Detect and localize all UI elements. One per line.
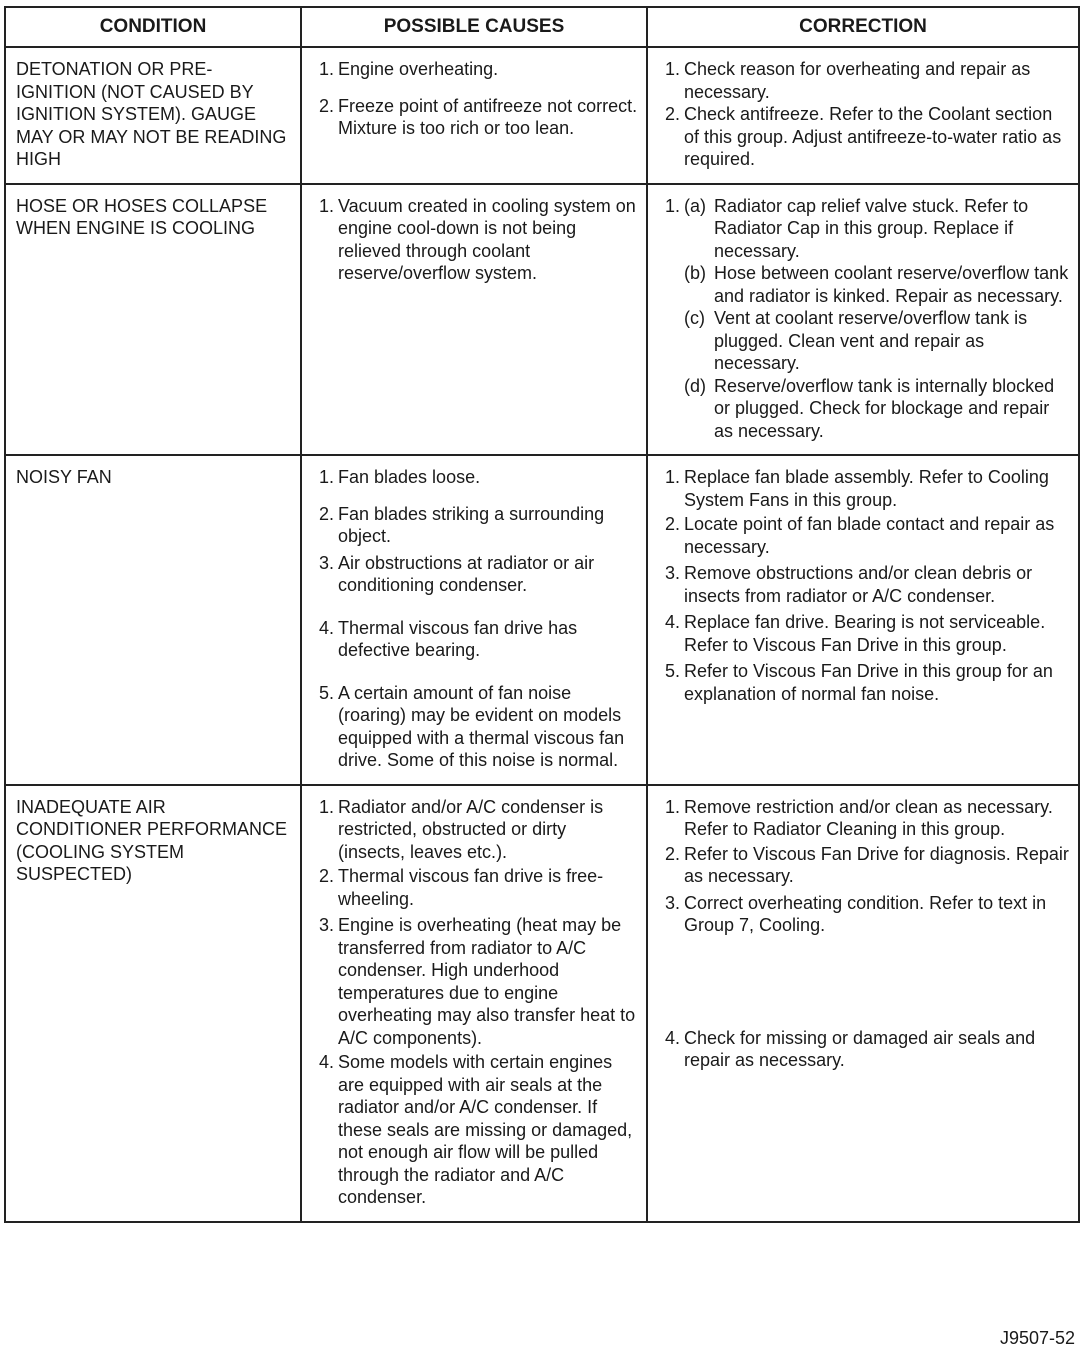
sub-item: [684, 195, 1070, 263]
item-text: [684, 195, 1070, 443]
condition-cell: NOISY FAN: [5, 455, 301, 785]
correction-cell: [647, 184, 1079, 456]
item-text: Thermal viscous fan drive has defective bearing.: [338, 617, 578, 660]
corrections-list: [658, 58, 1070, 171]
item-number: 3.: [664, 563, 680, 583]
sub-item-label: (a): [684, 195, 706, 216]
diagnosis-chart: [4, 6, 1078, 1223]
sub-item-label: (d): [684, 375, 706, 396]
sub-item: [684, 375, 1070, 443]
cause-item: [312, 552, 638, 597]
table-row: [5, 47, 1079, 184]
causes-list: [312, 466, 638, 772]
causes-list: [312, 58, 638, 140]
cause-item: [312, 617, 638, 662]
sub-item-label: (b): [684, 263, 706, 283]
item-text: Engine overheating.: [338, 59, 499, 79]
sub-item-text: Hose between coolant reserve/overflow tank and radiator is kinked. Repair as necessary.: [714, 263, 1069, 306]
correction-item: [658, 466, 1070, 511]
item-number: 2.: [664, 104, 680, 124]
item-number: 4.: [318, 617, 334, 638]
item-text: Air obstructions at radiator or air conditioning condenser.: [338, 552, 595, 595]
figure-code: J9507-52: [999, 1328, 1075, 1348]
table-row: [5, 184, 1079, 456]
header-correction: CORRECTION: [647, 7, 1079, 47]
item-text: Freeze point of antifreeze not correct. Mixture is too rich or too lean.: [338, 95, 638, 138]
item-text: Replace fan blade assembly. Refer to Cooling System Fans in this group.: [684, 467, 1049, 510]
item-number: 1.: [318, 195, 334, 216]
item-number: 3.: [318, 552, 334, 573]
corrections-list: [658, 195, 1070, 443]
item-text: Radiator and/or A/C condenser is restricted, obstructed or dirty (insects, leaves etc.).: [338, 796, 604, 862]
item-number: 5.: [664, 661, 680, 681]
sub-item-text: Vent at coolant reserve/overflow tank is plugged. Clean vent and repair as necessary.: [714, 308, 1028, 373]
correction-cell: [647, 47, 1079, 184]
correction-item: [658, 1027, 1070, 1072]
cause-item: [312, 914, 638, 1049]
correction-item: [658, 843, 1070, 888]
cause-item: [312, 195, 638, 285]
correction-item: [658, 103, 1070, 171]
item-number: 2.: [664, 514, 680, 534]
item-number: 3.: [318, 915, 334, 935]
correction-item: [658, 195, 1070, 443]
sub-item: [684, 307, 1070, 375]
item-text: Thermal viscous fan drive is free-wheeling.: [338, 866, 604, 909]
item-text: Engine is overheating (heat may be transferred from radiator to A/C condenser. High underhood temperatures due to engine overheating may also transfer heat to A/C components).: [338, 915, 636, 1048]
item-number: 4.: [664, 1027, 680, 1048]
item-number: 1.: [664, 467, 680, 487]
cause-item: [312, 865, 638, 910]
cause-item: [312, 58, 638, 81]
item-text: Correct overheating condition. Refer to text in Group 7, Cooling.: [684, 892, 1047, 935]
item-number: 3.: [664, 892, 680, 913]
item-text: Remove obstructions and/or clean debris or insects from radiator or A/C condenser.: [684, 563, 1033, 606]
sub-item-label: (c): [684, 308, 705, 328]
item-text: Remove restriction and/or clean as necessary. Refer to Radiator Cleaning in this group.: [684, 796, 1053, 839]
item-number: 1.: [664, 195, 680, 216]
item-text: Check for missing or damaged air seals and repair as necessary.: [684, 1027, 1036, 1070]
item-text: Check antifreeze. Refer to the Coolant section of this group. Adjust antifreeze-to-water ratio as required.: [684, 104, 1062, 169]
cause-item: [312, 1051, 638, 1209]
sub-item-list: [684, 195, 1070, 443]
sub-item: [684, 262, 1070, 307]
correction-item: [658, 58, 1070, 103]
correction-item: [658, 513, 1070, 558]
cause-item: [312, 466, 638, 489]
item-number: 2.: [318, 95, 334, 116]
sub-item-text: Reserve/overflow tank is internally blocked or plugged. Check for blockage and repair as necessary.: [714, 375, 1055, 441]
item-text: Locate point of fan blade contact and repair as necessary.: [684, 514, 1055, 557]
correction-cell: [647, 785, 1079, 1222]
item-text: Refer to Viscous Fan Drive for diagnosis. Repair as necessary.: [684, 843, 1069, 886]
item-number: 4.: [318, 1052, 334, 1072]
correction-item: [658, 892, 1070, 937]
item-text: A certain amount of fan noise (roaring) may be evident on models equipped with a thermal viscous fan drive. Some of this noise is normal.: [338, 682, 625, 770]
item-text: Replace fan drive. Bearing is not serviceable. Refer to Viscous Fan Drive in this group.: [684, 612, 1046, 655]
corrections-list: [658, 796, 1070, 1072]
header-row: [5, 7, 1079, 47]
item-text: Fan blades striking a surrounding object.: [338, 503, 605, 546]
item-number: 4.: [664, 612, 680, 632]
causes-cell: [301, 184, 647, 456]
table-body: [5, 47, 1079, 1222]
item-number: 2.: [318, 503, 334, 524]
header-condition: CONDITION: [5, 7, 301, 47]
correction-item: [658, 611, 1070, 656]
condition-cell: HOSE OR HOSES COLLAPSE WHEN ENGINE IS COOLING: [5, 184, 301, 456]
condition-cell: INADEQUATE AIR CONDITIONER PERFORMANCE (COOLING SYSTEM SUSPECTED): [5, 785, 301, 1222]
item-number: 1.: [318, 59, 334, 79]
item-number: 2.: [664, 843, 680, 864]
cause-item: [312, 503, 638, 548]
correction-item: [658, 796, 1070, 841]
causes-cell: [301, 47, 647, 184]
item-number: 1.: [664, 59, 680, 79]
header-possible-causes: POSSIBLE CAUSES: [301, 7, 647, 47]
causes-cell: [301, 455, 647, 785]
corrections-list: [658, 466, 1070, 705]
causes-list: [312, 796, 638, 1209]
item-text: Refer to Viscous Fan Drive in this group for an explanation of normal fan noise.: [684, 661, 1053, 704]
item-number: 5.: [318, 682, 334, 703]
cause-item: [312, 796, 638, 864]
sub-item-text: Radiator cap relief valve stuck. Refer to Radiator Cap in this group. Replace if necessary.: [714, 195, 1029, 261]
correction-item: [658, 660, 1070, 705]
condition-cell: DETONATION OR PRE-IGNITION (NOT CAUSED BY IGNITION SYSTEM). GAUGE MAY OR MAY NOT BE READING HIGH: [5, 47, 301, 184]
causes-cell: [301, 785, 647, 1222]
table-row: [5, 785, 1079, 1222]
table-row: [5, 455, 1079, 785]
correction-item: [658, 562, 1070, 607]
item-text: Some models with certain engines are equipped with air seals at the radiator and/or A/C condenser. If these seals are missing or damaged, not enough air flow will be pulled through the radiator and A/C condenser.: [338, 1052, 633, 1207]
item-text: Check reason for overheating and repair as necessary.: [684, 59, 1031, 102]
causes-list: [312, 195, 638, 285]
item-number: 1.: [318, 796, 334, 817]
item-number: 1.: [318, 467, 334, 487]
cause-item: [312, 95, 638, 140]
correction-cell: [647, 455, 1079, 785]
item-text: Fan blades loose.: [338, 467, 481, 487]
item-text: Vacuum created in cooling system on engine cool-down is not being relieved through coolant reserve/overflow system.: [338, 195, 636, 283]
item-number: 1.: [664, 796, 680, 817]
item-number: 2.: [318, 866, 334, 886]
cause-item: [312, 682, 638, 772]
diagnosis-table: [4, 6, 1080, 1223]
